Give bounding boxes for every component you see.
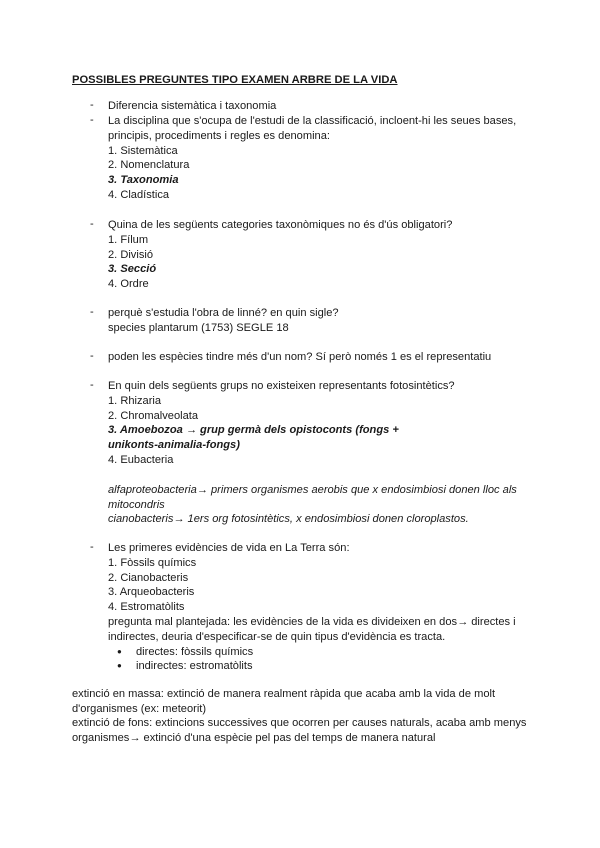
document-title: POSSIBLES PREGUNTES TIPO EXAMEN ARBRE DE LA VIDA [72,74,398,86]
note-line-3: cianobacteris→ 1ers org fotosintètics, x endosimbiosi donen cloroplastos. [108,513,469,526]
question-2-line-2: principis, procediments i regles es denomina: [108,129,330,142]
bullet-item: ● directes: fòssils químics [108,645,528,660]
option: 2. Chromalveolata [108,409,199,422]
dash-marker: - [90,350,94,362]
paragraph-line: extinció en massa: extinció de manera realment ràpida que acaba amb la vida de molt [72,688,496,700]
question-5-text: poden les espècies tindre més d'un nom? Sí però només 1 es el representatiu [108,351,492,363]
correct-option: 3. Taxonomia [108,174,179,187]
comment-line-1: pregunta mal plantejada: les evidències de la vida es divideixen en dos→ directes i [108,615,516,628]
dash-marker: - [90,114,94,126]
option: 4. Eubacteria [108,453,174,466]
correct-option: 3. Secció [108,263,157,276]
option: 2. Cianobacteris [108,571,189,584]
option: 1. Rhizaria [108,394,162,407]
option: 1. Fòssils químics [108,556,197,569]
comment-line-2: indirectes, deuria d'especificar-se de quin tipus d'evidència es tracta. [108,630,446,643]
dash-marker: - [90,541,94,553]
paragraph-line: organismes→ extinció d'una espècie pel pas del temps de manera natural [72,731,436,744]
option: 1. Sistemàtica [108,144,178,157]
question-6-line-1: En quin dels següents grups no existeixen representants fotosintètics? [108,380,455,392]
correct-option-line-1: 3. Amoebozoa → grup germà dels opistoconts (fongs + [108,424,399,437]
paragraph-line: extinció de fons: extincions successives que ocorren per causes naturals, acaba amb menys [72,717,527,729]
bullet-item: ● indirectes: estromatòlits [108,659,528,674]
dash-marker: - [90,218,94,230]
question-1-text: Diferencia sistemàtica i taxonomia [108,100,277,112]
question-4-line-1: perquè s'estudia l'obra de linné? en quin sigle? [108,307,339,319]
paragraph-mass-extinction [72,687,532,717]
question-3-line-1: Quina de les següents categories taxonòmiques no és d'ús obligatori? [108,219,453,231]
option: 1. Fílum [108,233,149,246]
note-line-2: mitocondris [108,498,165,511]
question-4-answer: species plantarum (1753) SEGLE 18 [108,321,289,334]
paragraph-background-extinction [72,716,532,746]
paragraph-line: d'organismes (ex: meteorit) [72,702,207,715]
correct-option-line-2: unikonts-animalia-fongs) [108,439,240,452]
option: 2. Nomenclatura [108,159,190,172]
option: 4. Cladística [108,188,170,201]
option: 4. Estromatòlits [108,601,185,614]
question-2-line-1: La disciplina que s'ocupa de l'estudi de la classificació, incloent-hi les seues bases, [108,115,517,127]
option: 2. Divisió [108,248,154,261]
note-line-1: alfaproteobacteria→ primers organismes aerobis que x endosimbiosi donen lloc als [108,483,517,496]
option: 4. Ordre [108,278,149,291]
dash-marker: - [90,379,94,391]
question-7-line-1: Les primeres evidències de vida en La Terra són: [108,542,350,554]
option: 3. Arqueobacteris [108,586,195,599]
dash-marker: - [90,306,94,318]
dash-marker: - [90,99,94,111]
